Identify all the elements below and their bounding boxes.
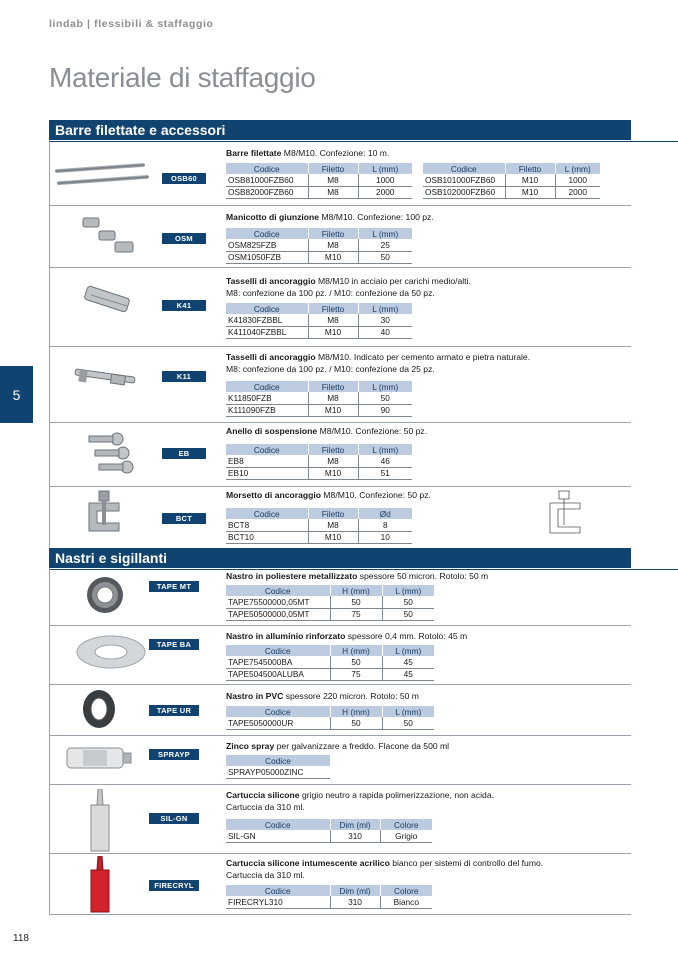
page-number: 118	[13, 933, 29, 944]
product-badge: SPRAYP	[149, 749, 199, 760]
product-row-k11	[49, 347, 631, 423]
spec-table: Codice H (mm) L (mm) TAPE5050000UR 50 50	[226, 706, 434, 730]
product-badge: TAPE UR	[149, 705, 199, 716]
section-header-nastri: Nastri e sigillanti	[49, 548, 631, 568]
product-badge: K41	[162, 300, 206, 311]
spec-table: Codice Filetto L (mm) K41830FZBBL M8 30 K411040FZBBL M10 40	[226, 303, 412, 339]
section-header-barre: Barre filettate e accessori	[49, 120, 631, 140]
suspension-ring-image	[83, 429, 143, 477]
product-badge: OSM	[162, 233, 206, 244]
product-badge: OSB60	[162, 173, 206, 184]
product-description: Cartuccia silicone grigio neutro a rapida polimerizzazione, non acida. Cartuccia da 310 ml.	[226, 790, 494, 812]
product-description: Anello di sospensione M8/M10. Confezione: 50 pz.	[226, 426, 428, 436]
spec-table: Codice Filetto Ød BCT8 M8 8 BCT10 M10 10	[226, 508, 412, 544]
intumescent-cartridge-image	[87, 856, 113, 914]
product-badge: TAPE MT	[149, 581, 199, 592]
product-description: Morsetto di ancoraggio M8/M10. Confezione: 50 pz.	[226, 490, 431, 500]
product-row-osm	[49, 206, 631, 268]
page-title: Materiale di staffaggio	[49, 62, 316, 93]
metallized-tape-image	[83, 574, 127, 616]
threaded-rod-image	[55, 160, 150, 190]
product-description: Nastro in alluminio rinforzato spessore 0,4 mm. Rotolo: 45 m	[226, 631, 468, 641]
spec-table: Codice Filetto L (mm) EB8 M8 46 EB10 M10 51	[226, 444, 412, 480]
product-row-firecryl	[49, 854, 631, 915]
spec-table: Codice Filetto L (mm) OSB81000FZB60 M8 1000 OSB82000FZB60 M8 2000	[226, 163, 412, 199]
running-header: lindab | flessibili & staffaggio	[49, 18, 214, 30]
product-description: Nastro in poliestere metallizzato spessore 50 micron. Rotolo: 50 m	[226, 571, 489, 581]
spec-table: Codice Dim (ml) Colore FIRECRYL310 310 Bianco	[226, 885, 432, 909]
product-badge: FIRECRYL	[149, 880, 199, 891]
chapter-tab: 5	[0, 366, 33, 423]
product-description: Barre filettate M8/M10. Confezione: 10 m.	[226, 148, 390, 158]
pvc-tape-image	[79, 687, 119, 731]
zinc-spray-image	[65, 744, 135, 772]
spec-table: Codice Dim (ml) Colore SIL-GN 310 Grigio	[226, 819, 432, 843]
product-row-tape-ba	[49, 626, 631, 685]
spec-table: Codice H (mm) L (mm) TAPE7545000BA 50 45 TAPE504500ALUBA 75 45	[226, 645, 434, 681]
wedge-anchor-image	[71, 363, 146, 393]
product-description: Manicotto di giunzione M8/M10. Confezione: 100 pz.	[226, 212, 434, 222]
product-row-eb	[49, 423, 631, 487]
spec-table: Codice SPRAYP05000ZINC	[226, 755, 330, 779]
product-row-tape-ur	[49, 685, 631, 736]
product-row-tape-mt	[49, 568, 631, 626]
product-badge: TAPE BA	[149, 639, 199, 650]
silicone-cartridge-image	[87, 789, 113, 853]
product-description: Tasselli di ancoraggio M8/M10 in acciaio per carichi medio/alti. M8: confezione da 100 pz. / M10: confezione da 50 pz.	[226, 276, 471, 298]
product-badge: EB	[162, 448, 206, 459]
product-badge: K11	[162, 371, 206, 382]
product-row-bct	[49, 487, 631, 547]
product-row-sprayp	[49, 736, 631, 785]
product-badge: SIL-GN	[149, 813, 199, 824]
spec-table: Codice H (mm) L (mm) TAPE75500000,05MT 50 50 TAPE50500000,05MT 75 50	[226, 585, 434, 621]
anchor-bolt-image	[79, 282, 139, 322]
product-description: Cartuccia silicone intumescente acrilico bianco per sistemi di controllo del fumo. Cartuccia da 310 ml.	[226, 858, 544, 880]
product-description: Tasselli di ancoraggio M8/M10. Indicato per cemento armato e pietra naturale. M8: confezione da 100 pz. / M10: confezione da 25 pz.	[226, 352, 531, 374]
aluminium-tape-image	[71, 630, 151, 674]
spec-table: Codice Filetto L (mm) K11850FZB M8 50 K111090FZB M10 90	[226, 381, 412, 417]
spec-table: Codice Filetto L (mm) OSM825FZB M8 25 OSM1050FZB M10 50	[226, 228, 412, 264]
product-description: Nastro in PVC spessore 220 micron. Rotolo: 50 m	[226, 691, 419, 701]
product-row-k41	[49, 268, 631, 347]
coupling-nut-image	[79, 214, 139, 256]
spec-table: Codice Filetto L (mm) OSB101000FZB60 M10 1000 OSB102000FZB60 M10 2000	[423, 163, 600, 199]
product-row-osb60	[49, 140, 631, 206]
product-badge: BCT	[162, 513, 206, 524]
beam-clamp-image	[85, 489, 125, 541]
product-description: Zinco spray per galvanizzare a freddo. Flacone da 500 ml	[226, 741, 450, 751]
beam-clamp-drawing	[546, 489, 586, 541]
product-row-sil-gn	[49, 785, 631, 854]
